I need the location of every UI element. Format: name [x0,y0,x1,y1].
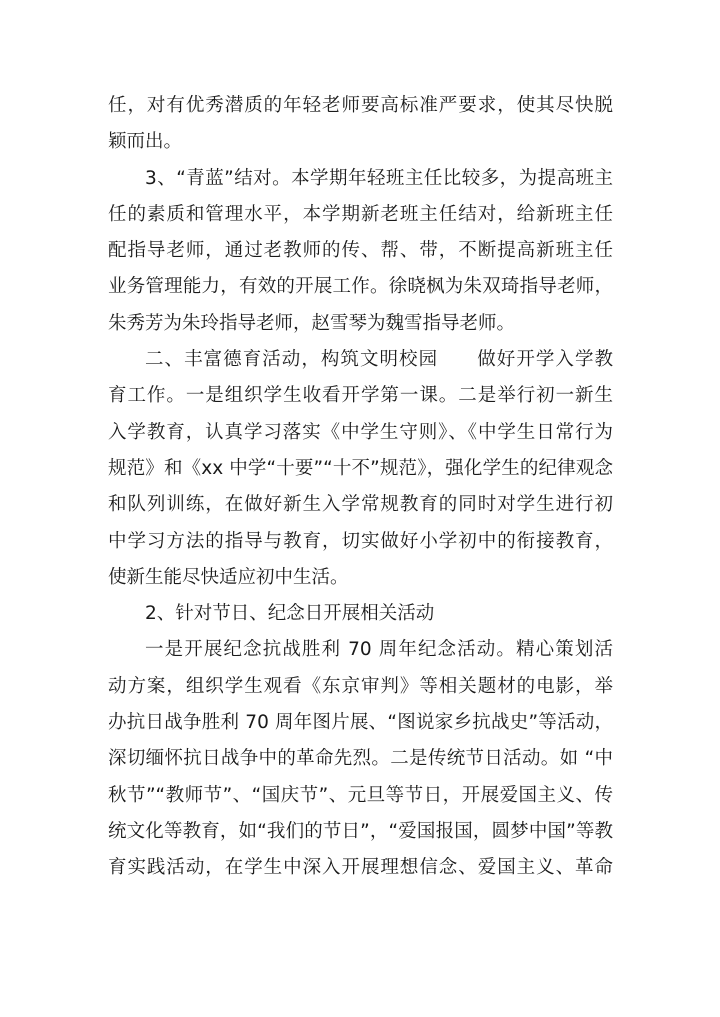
text-line: 任的素质和管理水平，本学期新老班主任结对，给新班主任 [108,203,613,225]
text-line: 中学习方法的指导与教育，切实做好小学初中的衔接教育， [108,530,613,552]
paragraph-first-line: 一是开展纪念抗战胜利 70 周年纪念活动。精心策划活 [145,639,613,661]
text-line: 朱秀芳为朱玲指导老师，赵雪琴为魏雪指导老师。 [108,312,516,334]
text-line: 和队列训练，在做好新生入学常规教育的同时对学生进行初 [108,494,613,516]
section-heading-line: 二、丰富德育活动，构筑文明校园 做好开学入学教 [145,349,613,371]
text-line: 育工作。一是组织学生收看开学第一课。二是举行初一新生 [108,385,613,407]
text-line: 业务管理能力，有效的开展工作。徐晓枫为朱双琦指导老师， [108,276,613,298]
text-line: 配指导老师，通过老教师的传、帮、带，不断提高新班主任 [108,240,613,262]
text-line: 规范》和《xx 中学“十要”“十不”规范》，强化学生的纪律观念 [108,457,613,479]
text-line: 入学教育，认真学习落实《中学生守则》、《中学生日常行为 [108,421,613,443]
text-line: 秋节”“教师节”、“国庆节”、元旦等节日，开展爱国主义、传 [108,784,613,806]
text-line: 深切缅怀抗日战争中的革命先烈。二是传统节日活动。如 “中 [108,748,613,770]
text-line: 统文化等教育，如“我们的节日”，“爱国报国，圆梦中国”等教 [108,820,613,842]
document-body [108,88,613,887]
text-line: 办抗日战争胜利 70 周年图片展、“图说家乡抗战史”等活动， [108,712,613,734]
subheading-line: 2、针对节日、纪念日开展相关活动 [145,603,435,625]
text-line: 动方案，组织学生观看《东京审判》等相关题材的电影，举 [108,675,613,697]
text-line: 使新生能尽快适应初中生活。 [108,566,349,588]
text-line: 颖而出。 [108,131,183,153]
paragraph-first-line: 3、“青蓝”结对。本学期年轻班主任比较多，为提高班主 [145,167,613,189]
text-line: 育实践活动，在学生中深入开展理想信念、爱国主义、革命 [108,857,613,879]
text-line: 任，对有优秀潜质的年轻老师要高标准严要求，使其尽快脱 [108,95,613,116]
